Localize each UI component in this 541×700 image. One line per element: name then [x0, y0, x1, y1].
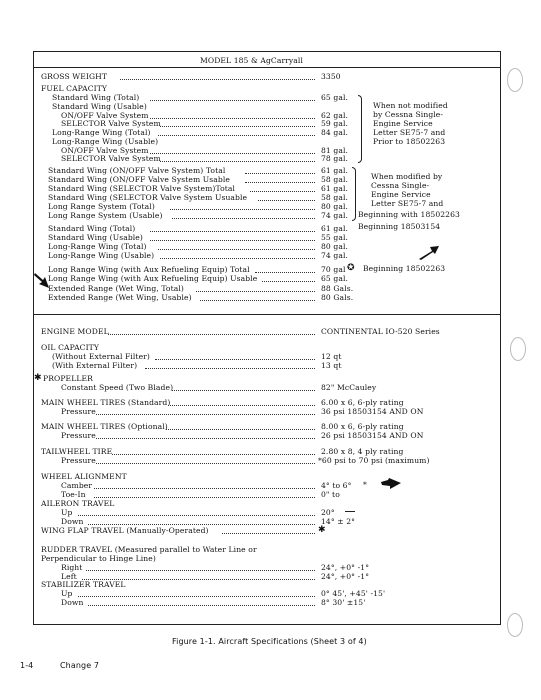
- rudder-row-value: 24°, +0° -1°: [321, 572, 370, 581]
- main-tires-optional-pressure-label: Pressure: [61, 431, 96, 440]
- fuel-row-label: Standard Wing (SELECTOR Valve System)Total: [48, 184, 236, 193]
- alignment-row-label: Toe-In: [61, 490, 86, 499]
- figure-caption: Figure 1-1. Aircraft Specifications (Sheet 3 of 4): [172, 637, 367, 646]
- fuel-row-value: 61 gal.: [321, 224, 349, 233]
- note-line: Engine Service: [371, 190, 431, 199]
- fuel-row-label: Long-Range Wing (Total): [48, 242, 147, 251]
- page-title: MODEL 185 & AgCarryall: [200, 56, 303, 65]
- fuel-row-value: 80 gal.: [321, 202, 349, 211]
- fuel-row-value: 81 gal.: [321, 146, 349, 155]
- aileron-row-label: Down: [61, 517, 84, 526]
- flap-star-mark: ✱: [318, 525, 326, 535]
- oil-capacity-heading: OIL CAPACITY: [41, 343, 99, 352]
- punch-hole-middle: [510, 337, 526, 361]
- fuel-row-value: 59 gal.: [321, 119, 349, 128]
- stabilizer-row-label: Down: [61, 598, 84, 607]
- fuel-row-label: Extended Range (Wet Wing, Usable): [48, 293, 192, 302]
- fuel-row-value: 78 gal.: [321, 154, 349, 163]
- main-tires-standard-size: 6.00 x 6, 6-ply rating: [321, 398, 404, 407]
- arrow-mark-icon: [418, 245, 440, 261]
- note-line: Engine Service: [373, 119, 433, 128]
- section-divider-rule: [34, 314, 500, 315]
- fuel-row-label: Standard Wing (Total): [48, 224, 136, 233]
- leader-dots: [160, 124, 315, 127]
- aileron-row-value: 20°: [321, 508, 335, 517]
- leader-dots: [94, 486, 315, 489]
- main-tires-optional-pressure: 26 psi 18503154 AND ON: [321, 431, 424, 440]
- punch-hole-bottom: [507, 613, 523, 637]
- main-tires-standard-heading: MAIN WHEEL TIRES (Standard): [41, 398, 171, 407]
- propeller-heading: PROPELLER: [43, 374, 93, 383]
- fuel-row-label: Long-Range Wing (Usable): [48, 251, 155, 260]
- note-line: by Cessna Single-: [373, 110, 444, 119]
- fuel-row-label: Standard Wing (Total): [52, 93, 140, 102]
- fuel-row-label: ON/OFF Valve System: [61, 146, 149, 155]
- rudder-row-label: Right: [61, 563, 83, 572]
- fuel-row-value: 61 gal.: [321, 184, 349, 193]
- note-brace: [358, 95, 362, 163]
- leader-dots: [262, 279, 315, 282]
- tailwheel-size: 2.80 x 8, 4 ply rating: [321, 447, 404, 456]
- leader-dots: [158, 133, 315, 136]
- oil-row-label: (Without External Filter): [52, 352, 150, 361]
- note-line: Prior to 18502263: [373, 137, 446, 146]
- stabilizer-travel-heading: STABILIZER TRAVEL: [41, 580, 126, 589]
- aileron-row-value: 14° ± 2°: [321, 517, 356, 526]
- stabilizer-row-value: 8° 30' ±15': [321, 598, 366, 607]
- fuel-row-value: 74 gal.: [321, 251, 349, 260]
- note-line: When modified by: [371, 172, 443, 181]
- tailwheel-pressure-label: Pressure: [61, 456, 96, 465]
- leader-dots: [170, 207, 315, 210]
- leader-dots: [112, 452, 315, 455]
- fuel-row-label: SELECTOR Valve System: [61, 154, 161, 163]
- fuel-row-value: 65 gal.: [321, 274, 349, 283]
- note-line: Cessna Single-: [371, 181, 430, 190]
- leader-dots: [258, 198, 315, 201]
- handwritten-dash: [345, 511, 355, 512]
- oil-row-value: 13 qt: [321, 361, 342, 370]
- fuel-row-value: 80 gal.: [321, 242, 349, 251]
- leader-dots: [172, 216, 315, 219]
- alignment-row-value: 4° to 6°: [321, 481, 352, 490]
- leader-dots: [150, 238, 315, 241]
- leader-dots: [222, 531, 315, 534]
- leader-dots: [150, 98, 315, 101]
- change-number: Change 7: [60, 661, 100, 670]
- propeller-value: 82" McCauley: [321, 383, 377, 392]
- rudder-travel-subheading: Perpendicular to Hinge Line): [41, 554, 156, 563]
- tailwheel-pressure: *60 psi to 70 psi (maximum): [318, 456, 430, 465]
- fuel-row-value: 88 Gals.: [321, 284, 354, 293]
- fuel-row-label: Long Range Wing (with Aux Refueling Equip) Total: [48, 265, 250, 274]
- main-tires-standard-pressure-label: Pressure: [61, 407, 96, 416]
- leader-dots: [96, 436, 315, 439]
- leader-dots: [245, 171, 315, 174]
- leader-dots: [200, 298, 315, 301]
- leader-dots: [96, 412, 315, 415]
- tailwheel-heading: TAILWHEEL TIRE: [41, 447, 113, 456]
- leader-dots: [88, 522, 315, 525]
- propeller-label: Constant Speed (Two Blade): [61, 383, 174, 392]
- arrow-mark-icon: [380, 478, 402, 490]
- fuel-row-value: 58 gal.: [321, 193, 349, 202]
- gross-weight-value: 3350: [321, 72, 341, 81]
- tailwheel-star-mark: *: [363, 480, 367, 489]
- aileron-row-label: Up: [61, 508, 73, 517]
- leader-dots: [166, 427, 315, 430]
- oil-row-label: (With External Filter): [52, 361, 138, 370]
- punch-hole-top: [507, 68, 523, 92]
- note-line: Beginning with 18502263: [358, 210, 460, 219]
- leader-dots: [168, 403, 315, 406]
- fuel-row-label: Standard Wing (SELECTOR Valve System Usuable: [48, 193, 248, 202]
- wheel-alignment-heading: WHEEL ALIGNMENT: [41, 472, 127, 481]
- leader-dots: [145, 366, 315, 369]
- fuel-row-label: Standard Wing (Usable): [52, 102, 147, 111]
- fuel-row-value: 58 gal.: [321, 175, 349, 184]
- propeller-star-mark: ✱: [34, 373, 42, 383]
- note-line: Beginning 18502263: [363, 264, 446, 273]
- main-tires-standard-pressure: 36 psi 18503154 AND ON: [321, 407, 424, 416]
- fuel-row-label: Long-Range Wing (Total): [52, 128, 151, 137]
- fuel-row-label: Standard Wing (Usable): [48, 233, 143, 242]
- gal-star-mark: ✪: [347, 263, 355, 273]
- main-tires-optional-heading: MAIN WHEEL TIRES (Optional): [41, 422, 168, 431]
- wing-flap-heading: WING FLAP TRAVEL (Manually-Operated): [41, 526, 209, 535]
- leader-dots: [155, 357, 315, 360]
- fuel-row-label: ON/OFF Valve System: [61, 111, 149, 120]
- leader-dots: [94, 495, 315, 498]
- fuel-row-label: Long Range Wing (with Aux Refueling Equip) Usable: [48, 274, 258, 283]
- leader-dots: [255, 270, 315, 273]
- rudder-travel-heading: RUDDER TRAVEL (Measured parallel to Water Line or: [41, 545, 257, 554]
- leader-dots: [120, 77, 315, 80]
- main-tires-optional-size: 8.00 x 6, 6-ply rating: [321, 422, 404, 431]
- fuel-row-label: SELECTOR Valve System: [61, 119, 161, 128]
- leader-dots: [78, 594, 315, 597]
- fuel-row-label: Extended Range (Wet Wing, Total): [48, 284, 184, 293]
- leader-dots: [150, 151, 315, 154]
- leader-dots: [86, 568, 315, 571]
- oil-row-value: 12 qt: [321, 352, 342, 361]
- stabilizer-row-label: Up: [61, 589, 73, 598]
- header-rule: [34, 67, 500, 68]
- leader-dots: [160, 256, 315, 259]
- leader-dots: [245, 180, 315, 183]
- leader-dots: [196, 289, 315, 292]
- leader-dots: [172, 388, 315, 391]
- note-line: When not modified: [373, 101, 448, 110]
- leader-dots: [158, 247, 315, 250]
- fuel-row-value: 70 gal: [321, 265, 346, 274]
- alignment-row-value: 0" to: [321, 490, 340, 499]
- fuel-row-value: 62 gal.: [321, 111, 349, 120]
- gross-weight-label: GROSS WEIGHT: [41, 72, 107, 81]
- aileron-travel-heading: AILERON TRAVEL: [41, 499, 115, 508]
- alignment-row-label: Camber: [61, 481, 93, 490]
- fuel-row-value: 55 gal.: [321, 233, 349, 242]
- fuel-row-label: Standard Wing (ON/OFF Valve System Usable: [48, 175, 230, 184]
- note-brace: [352, 167, 356, 221]
- fuel-row-value: 84 gal.: [321, 128, 349, 137]
- rudder-row-value: 24°, +0° -1°: [321, 563, 370, 572]
- note-line: Letter SE75-7 and: [373, 128, 446, 137]
- leader-dots: [160, 159, 315, 162]
- engine-model-label: ENGINE MODEL: [41, 327, 109, 336]
- fuel-row-value: 65 gal.: [321, 93, 349, 102]
- fuel-row-label: Long Range System (Usable): [48, 211, 163, 220]
- fuel-row-label: Long-Range Wing (Usable): [52, 137, 159, 146]
- leader-dots: [88, 603, 315, 606]
- leader-dots: [150, 229, 315, 232]
- note-line: Beginning 18503154: [358, 222, 441, 231]
- leader-dots: [150, 116, 315, 119]
- fuel-row-value: 61 gal.: [321, 166, 349, 175]
- rudder-row-label: Left: [61, 572, 77, 581]
- leader-dots: [78, 513, 315, 516]
- fuel-row-label: Long Range System (Total): [48, 202, 155, 211]
- stabilizer-row-value: 0° 45', +45' -15': [321, 589, 386, 598]
- leader-dots: [96, 461, 315, 464]
- leader-dots: [108, 332, 315, 335]
- fuel-row-value: 80 Gals.: [321, 293, 354, 302]
- leader-dots: [250, 189, 315, 192]
- fuel-capacity-heading: FUEL CAPACITY: [41, 84, 108, 93]
- note-line: Letter SE75-7 and: [371, 199, 444, 208]
- engine-model-value: CONTINENTAL IO-520 Series: [321, 327, 440, 336]
- fuel-row-value: 74 gal.: [321, 211, 349, 220]
- page-number: 1-4: [20, 661, 34, 670]
- fuel-row-label: Standard Wing (ON/OFF Valve System) Total: [48, 166, 226, 175]
